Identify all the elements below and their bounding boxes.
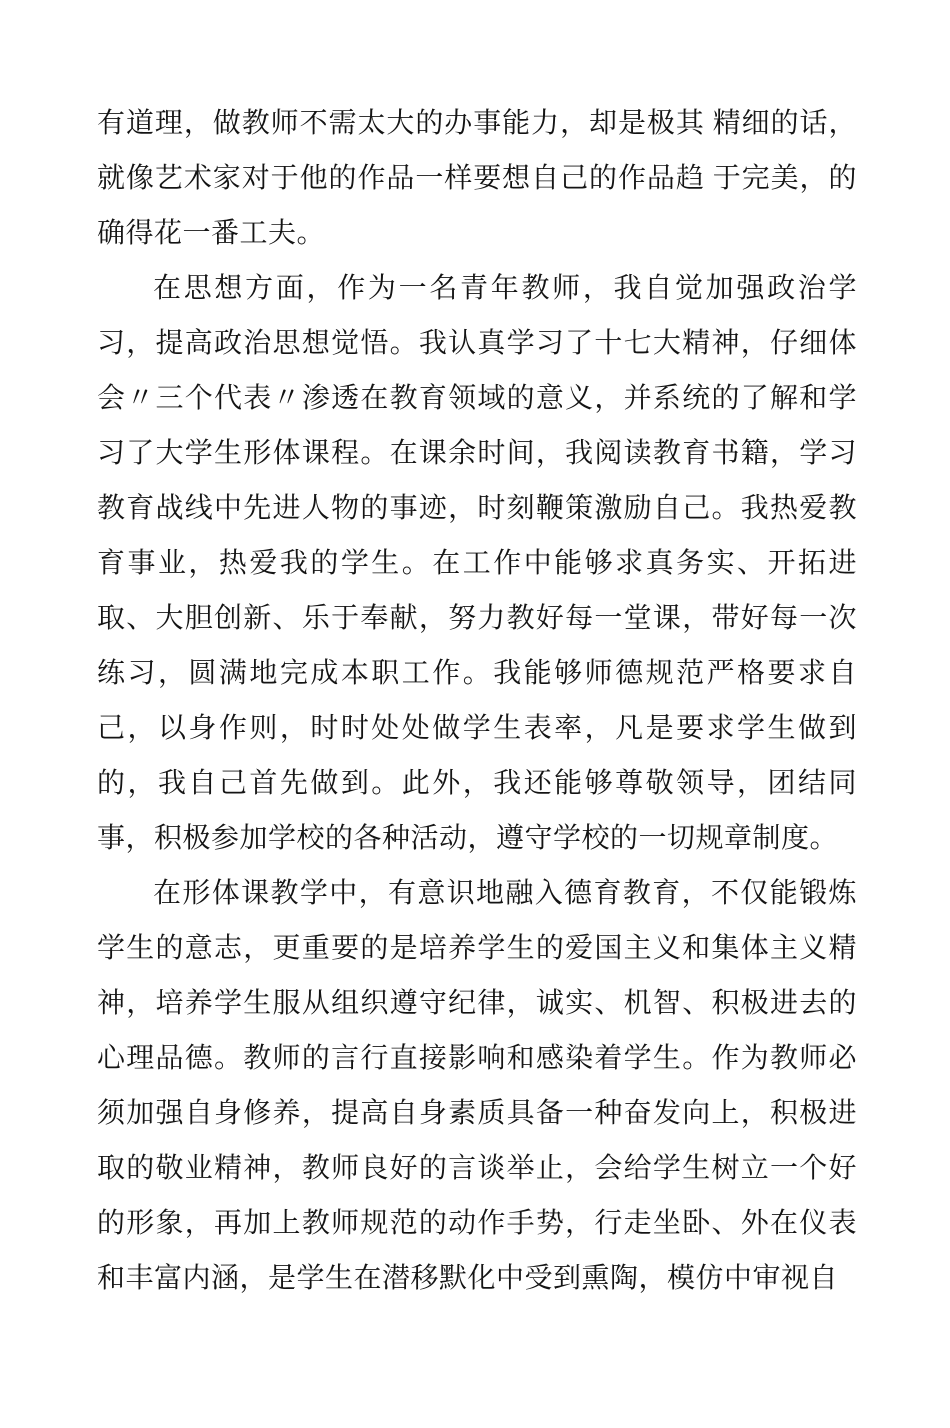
paragraph: 在形体课教学中，有意识地融入德育教育，不仅能锻炼学生的意志，更重要的是培养学生的爱国主义和集体主义精神，培养学生服从组织遵守纪律，诚实、机智、积极进去的心理品德。教师的言行直接影响和感染着学生。作为教师必须加强自身修养，提高自身素质具备一种奋发向上，积极进取的敬业精神，教师良好的言谈举止，会给学生树立一个好的形象，再加上教师规范的动作手势，行走坐卧、外在仪表和丰富内涵，是学生在潜移默化中受到熏陶，模仿中审视自 bbox=[97, 878, 857, 1294]
document-body bbox=[97, 96, 857, 1306]
paragraph: 在思想方面，作为一名青年教师，我自觉加强政治学习，提高政治思想觉悟。我认真学习了十七大精神，仔细体会〃三个代表〃渗透在教育领域的意义，并系统的了解和学习了大学生形体课程。在课余时间，我阅读教育书籍，学习教育战线中先进人物的事迹，时刻鞭策激励自己。我热爱教育事业，热爱我的学生。在工作中能够求真务实、开拓进取、大胆创新、乐于奉献，努力教好每一堂课，带好每一次练习，圆满地完成本职工作。我能够师德规范严格要求自己，以身作则，时时处处做学生表率，凡是要求学生做到的，我自己首先做到。此外，我还能够尊敬领导，团结同事，积极参加学校的各种活动，遵守学校的一切规章制度。 bbox=[97, 273, 857, 854]
paragraph: 有道理，做教师不需太大的办事能力，却是极其 精细的话，就像艺术家对于他的作品一样要想自己的作品趋 于完美，的确得花一番工夫。 bbox=[97, 108, 857, 249]
